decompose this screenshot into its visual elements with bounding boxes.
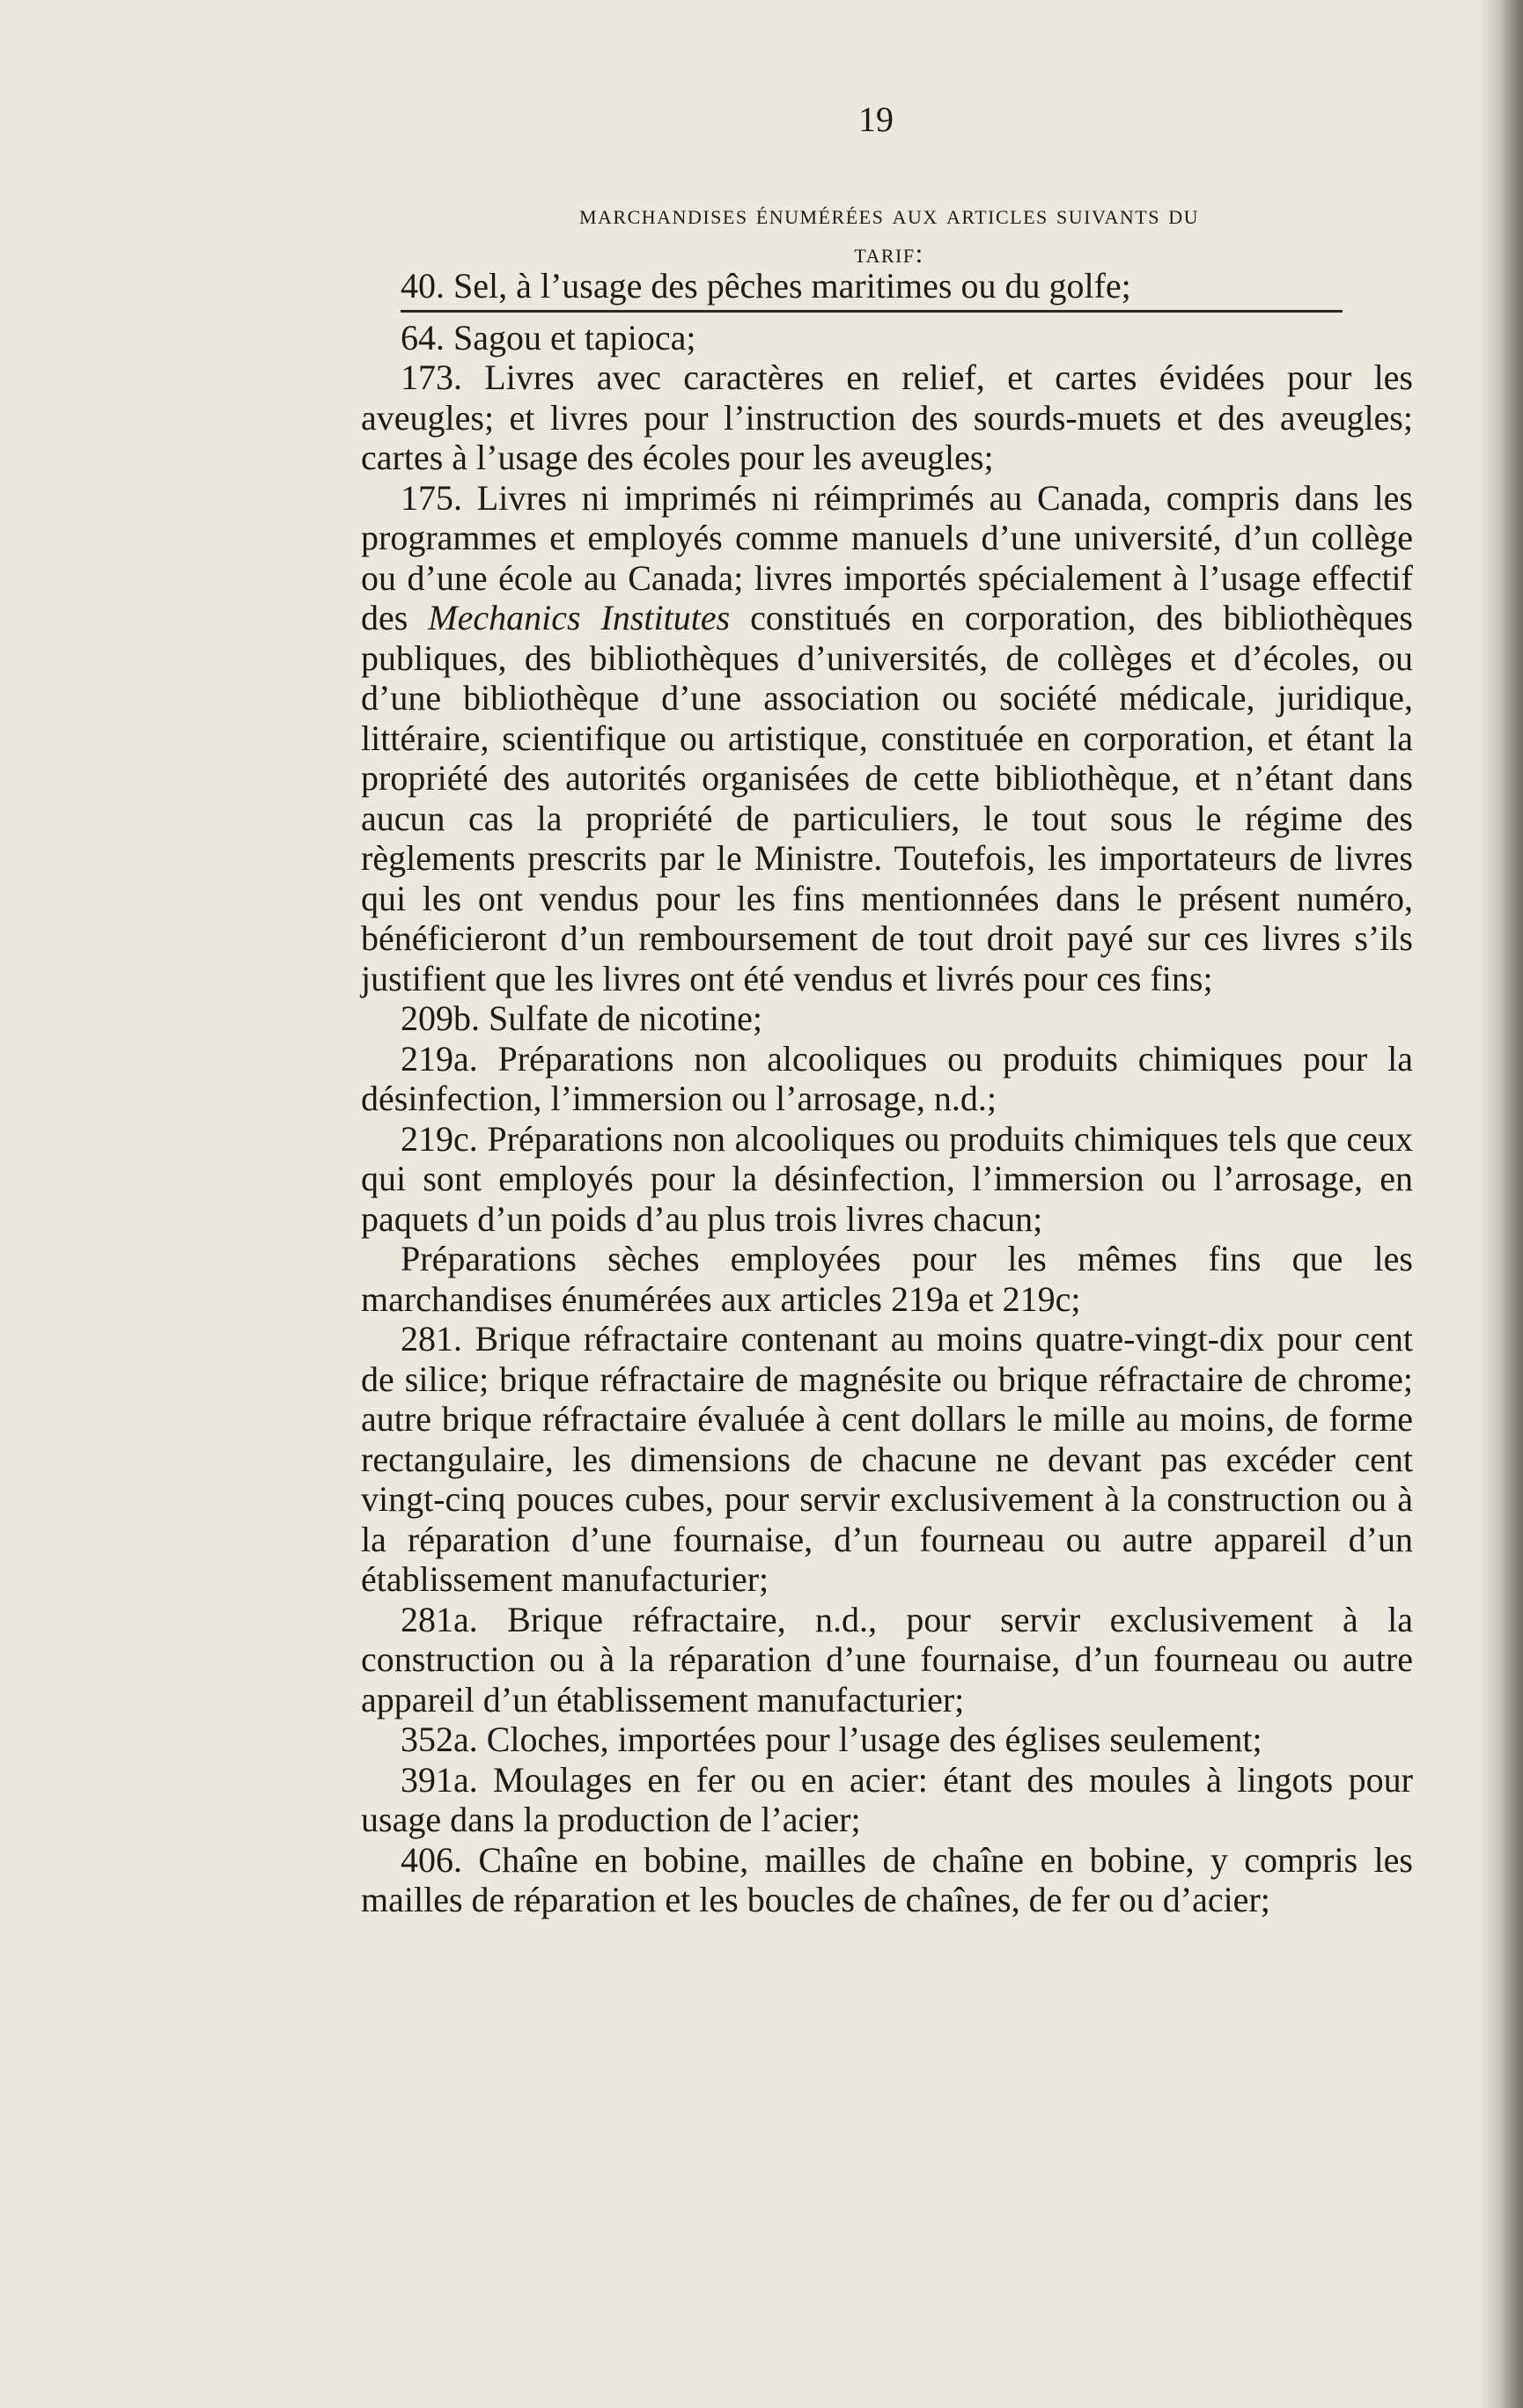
- page-number: 19: [858, 99, 894, 139]
- page-edge-shadow: [1479, 0, 1523, 2408]
- tariff-item-64: 64. Sagou et tapioca;: [401, 317, 696, 357]
- tariff-item-175-text-part-2: constitués en corporation, des bibliothèques publiques, des bibliothèques d’universités, de collèges et d’écoles, ou d’une bibliothèque d’une association ou société médicale, juridique, littéraire, scientifique ou artistique, constituée en corporation, et étant la propriété des autorités organisées de cette bibliothèque, et n’étant dans aucun cas la propriété de particuliers, le tout sous le régime des règlements prescrits par le Ministre. Toutefois, les importateurs de livres qui les ont vendus pour les fins mentionnées dans le présent numéro, bénéficieront d’un remboursement de tout droit payé sur ces livres s’ils justifient que les livres ont été vendus et livrés pour ces fins;: [361, 598, 1413, 998]
- section-heading-line-2: tarif:: [854, 238, 924, 269]
- tariff-item-173: 173. Livres avec caractères en relief, et cartes évidées pour les aveugles; et livres pour l’instruction des sourds-muets et des aveugles; cartes à l’usage des écoles pour les aveugles;: [361, 357, 1413, 477]
- section-heading-line-1: marchandises énumérées aux articles suivants du: [578, 199, 1199, 230]
- tariff-item-352a: 352a. Cloches, importées pour l’usage des églises seulement;: [401, 1719, 1262, 1759]
- tariff-item-40: 40. Sel, à l’usage des pêches maritimes ou du golfe;: [401, 266, 1131, 306]
- separator-rule: [401, 310, 1343, 313]
- tariff-item-209b: 209b. Sulfate de nicotine;: [401, 998, 763, 1038]
- tariff-item-175-text-part-1: 175. Livres ni imprimés ni réimprimés au Canada, compris dans les programmes et employés comme manuels d’une université, d’un collège ou d’une école au Canada; livres importés spécialement à l’usage effectif des: [361, 477, 1413, 637]
- tariff-item-281a: 281a. Brique réfractaire, n.d., pour servir exclusivement à la construction ou à la réparation d’une fournaise, d’un fourneau ou autre appareil d’un établissement manufacturier;: [361, 1599, 1413, 1719]
- tariff-item-list: [361, 266, 1413, 1920]
- tariff-item-281: 281. Brique réfractaire contenant au moins quatre-vingt-dix pour cent de silice; brique réfractaire de magnésite ou brique réfractaire de chrome; autre brique réfractaire évaluée à cent dollars le mille au moins, de forme rectangulaire, les dimensions de chacune ne devant pas excéder cent vingt-cinq pouces cubes, pour servir exclusivement à la construction ou à la réparation d’une fournaise, d’un fourneau ou autre appareil d’un établissement manufacturier;: [361, 1319, 1413, 1599]
- dry-preparations-item: Préparations sèches employées pour les mêmes fins que les marchandises énumérées aux articles 219a et 219c;: [361, 1239, 1413, 1319]
- section-heading: [396, 195, 1382, 273]
- tariff-item-175: [361, 478, 1413, 999]
- tariff-item-391a: 391a. Moulages en fer ou en acier: étant des moules à lingots pour usage dans la production de l’acier;: [361, 1759, 1413, 1839]
- tariff-item-219a: 219a. Préparations non alcooliques ou produits chimiques pour la désinfection, l’immersion ou l’arrosage, n.d.;: [361, 1038, 1413, 1118]
- tariff-item-175-italic-term: Mechanics Institutes: [428, 598, 731, 637]
- tariff-item-406: 406. Chaîne en bobine, mailles de chaîne en bobine, y compris les mailles de réparation et les boucles de chaînes, de fer ou d’acier;: [361, 1839, 1413, 1919]
- tariff-item-219c: 219c. Préparations non alcooliques ou produits chimiques tels que ceux qui sont employés pour la désinfection, l’immersion ou l’arrosage, en paquets d’un poids d’au plus trois livres chacun;: [361, 1118, 1413, 1239]
